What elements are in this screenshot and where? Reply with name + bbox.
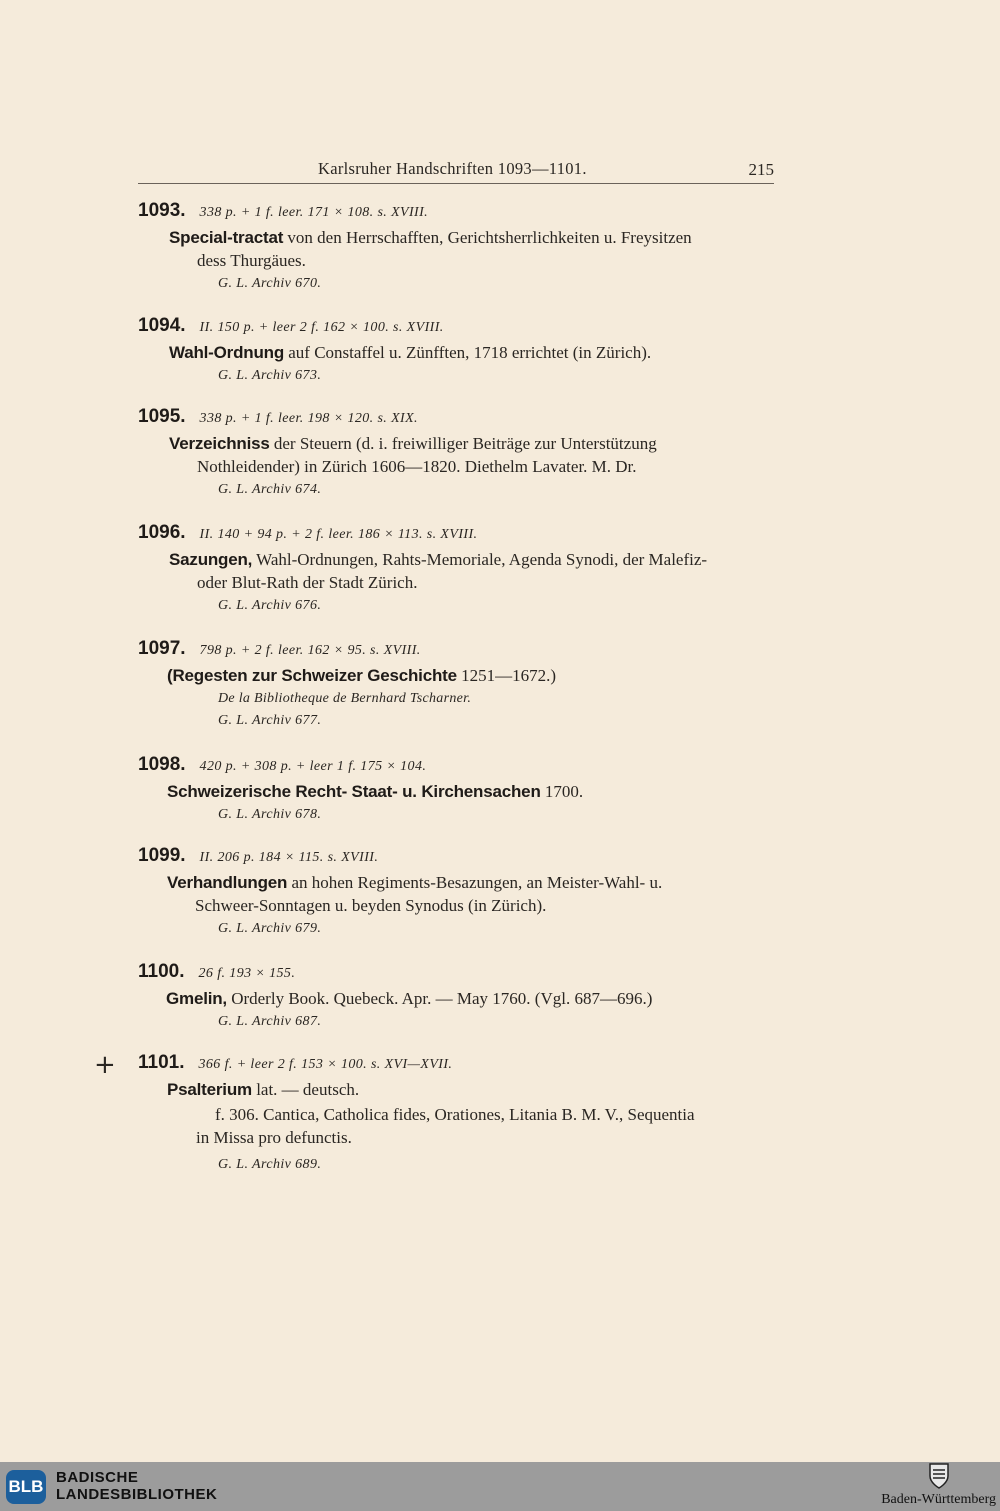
entry-physical-description: 338 p. + 1 f. leer. 198 × 120. s. XIX. bbox=[199, 411, 418, 426]
entry-title bbox=[138, 780, 774, 803]
entry-text: der Steuern (d. i. freiwilliger Beiträge zur Unterstützung bbox=[269, 434, 657, 453]
blb-logo[interactable]: BLB bbox=[6, 1470, 46, 1504]
catalog-entry bbox=[138, 406, 774, 500]
entry-keyword: Special-tractat bbox=[169, 228, 284, 247]
state-crest-icon bbox=[928, 1462, 950, 1490]
entry-keyword: Schweizerische Recht- Staat- u. Kirchensachen bbox=[167, 782, 541, 801]
entry-contents-text: in Missa pro defunctis. bbox=[196, 1128, 352, 1147]
entry-shelfmark: G. L. Archiv 673. bbox=[218, 368, 322, 383]
entry-keyword: Gmelin, bbox=[166, 989, 227, 1008]
entry-shelfmark: G. L. Archiv 689. bbox=[218, 1157, 322, 1172]
entry-contents-continued bbox=[138, 1126, 774, 1149]
entry-shelfmark: G. L. Archiv 670. bbox=[218, 276, 322, 291]
entry-title bbox=[138, 226, 774, 272]
entry-keyword: Wahl-Ordnung bbox=[169, 343, 284, 362]
entry-shelfmark: G. L. Archiv 678. bbox=[218, 807, 322, 822]
catalog-entry bbox=[138, 961, 774, 1032]
entry-text: auf Constaffel u. Zünfften, 1718 errichtet (in Zürich). bbox=[284, 343, 652, 362]
entry-keyword: Sazungen, bbox=[169, 550, 253, 569]
entry-number: 1094. bbox=[138, 315, 186, 336]
footer-bar bbox=[0, 1462, 1000, 1511]
entry-title bbox=[138, 664, 774, 687]
library-name[interactable] bbox=[56, 1469, 217, 1503]
entry-text-continued: oder Blut-Rath der Stadt Zürich. bbox=[197, 573, 418, 592]
catalog-entry bbox=[138, 638, 774, 731]
entry-text: Orderly Book. Quebeck. Apr. — May 1760. (Vgl. 687—696.) bbox=[226, 989, 653, 1008]
library-name-line2: LANDESBIBLIOTHEK bbox=[56, 1486, 218, 1503]
entry-number: 1096. bbox=[138, 522, 186, 543]
entry-text-continued: Schweer-Sonntagen u. beyden Synodus (in Zürich). bbox=[195, 896, 547, 915]
entry-number: 1100. bbox=[138, 961, 185, 982]
entry-text-continued: Nothleidender) in Zürich 1606—1820. Diethelm Lavater. M. Dr. bbox=[197, 457, 637, 476]
entry-number: 1093. bbox=[138, 200, 186, 221]
entry-number: 1097. bbox=[138, 638, 186, 659]
entry-number: 1095. bbox=[138, 406, 186, 427]
entry-physical-description: 420 p. + 308 p. + leer 1 f. 175 × 104. bbox=[199, 759, 427, 774]
entry-physical-description: II. 140 + 94 p. + 2 f. leer. 186 × 113. s. XVIII. bbox=[199, 527, 478, 542]
catalog-entry bbox=[138, 315, 774, 386]
entry-title bbox=[138, 341, 774, 364]
margin-plus-mark: + bbox=[94, 1050, 116, 1080]
entry-contents-text: f. 306. Cantica, Catholica fides, Orationes, Litania B. M. V., Sequentia bbox=[215, 1105, 695, 1124]
entry-title bbox=[138, 987, 774, 1010]
entry-keyword: Psalterium bbox=[167, 1080, 252, 1099]
entry-text-continued: dess Thurgäues. bbox=[197, 251, 306, 270]
entry-contents bbox=[138, 1103, 774, 1126]
entry-number: 1101. bbox=[138, 1052, 185, 1073]
catalog-entry bbox=[138, 200, 774, 294]
entry-physical-description: 26 f. 193 × 155. bbox=[198, 966, 296, 981]
entry-shelfmark: G. L. Archiv 674. bbox=[218, 482, 322, 497]
catalog-entry bbox=[138, 754, 774, 825]
catalog-entry bbox=[138, 1052, 774, 1175]
entry-physical-description: II. 206 p. 184 × 115. s. XVIII. bbox=[199, 850, 379, 865]
entry-physical-description: 338 p. + 1 f. leer. 171 × 108. s. XVIII. bbox=[199, 205, 429, 220]
entry-physical-description: 366 f. + leer 2 f. 153 × 100. s. XVI—XVII. bbox=[198, 1057, 453, 1072]
catalog-entry bbox=[138, 522, 774, 616]
entry-keyword: Verzeichniss bbox=[169, 434, 270, 453]
entry-title bbox=[138, 871, 774, 917]
entry-number: 1099. bbox=[138, 845, 186, 866]
entry-text: lat. — deutsch. bbox=[251, 1080, 360, 1099]
entry-physical-description: 798 p. + 2 f. leer. 162 × 95. s. XVIII. bbox=[199, 643, 421, 658]
entry-text: 1251—1672.) bbox=[456, 666, 557, 685]
entry-title bbox=[138, 432, 774, 478]
entry-keyword: (Regesten zur Schweizer Geschichte bbox=[167, 666, 457, 685]
entry-shelfmark: G. L. Archiv 677. bbox=[218, 713, 322, 728]
entry-title bbox=[138, 1078, 774, 1101]
library-name-line1: BADISCHE bbox=[56, 1469, 139, 1486]
entry-shelfmark: G. L. Archiv 687. bbox=[218, 1014, 322, 1029]
entry-provenance: De la Bibliotheque de Bernhard Tscharner. bbox=[218, 691, 472, 706]
entry-shelfmark: G. L. Archiv 676. bbox=[218, 598, 322, 613]
entry-title bbox=[138, 548, 774, 594]
catalog-entry bbox=[138, 845, 774, 939]
entry-text: an hohen Regiments-Besazungen, an Meister-Wahl- u. bbox=[287, 873, 663, 892]
entry-keyword: Verhandlungen bbox=[167, 873, 288, 892]
entry-text: von den Herrschafften, Gerichtsherrlichkeiten u. Freysitzen bbox=[283, 228, 692, 247]
entry-text: 1700. bbox=[540, 782, 584, 801]
entry-physical-description: II. 150 p. + leer 2 f. 162 × 100. s. XVIII. bbox=[199, 320, 444, 335]
page-number: 215 bbox=[748, 160, 774, 179]
entry-number: 1098. bbox=[138, 754, 186, 775]
entry-shelfmark: G. L. Archiv 679. bbox=[218, 921, 322, 936]
state-name[interactable]: Baden-Württemberg bbox=[881, 1492, 996, 1507]
entry-text: Wahl-Ordnungen, Rahts-Memoriale, Agenda Synodi, der Malefiz- bbox=[252, 550, 708, 569]
running-header bbox=[138, 157, 774, 184]
running-title: Karlsruher Handschriften 1093—1101. bbox=[318, 159, 587, 178]
